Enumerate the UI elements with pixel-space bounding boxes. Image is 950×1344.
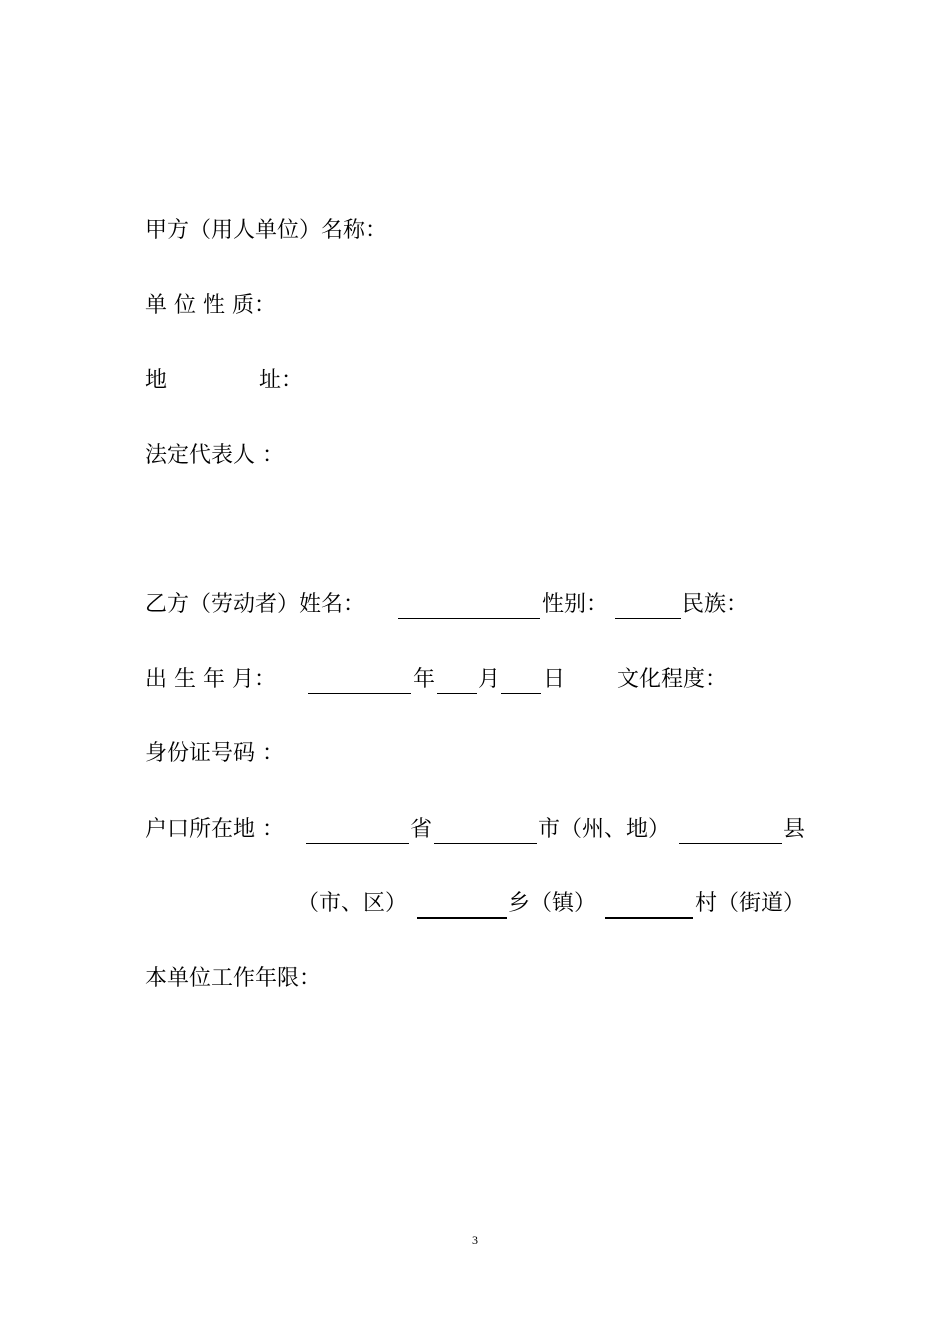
legal-rep-label: 法定代表人 ：	[145, 443, 284, 468]
city-label: 市（州、地）	[538, 817, 671, 842]
tenure-label: 本单位工作年限：	[145, 966, 322, 991]
village-label: 村（街道）	[695, 891, 806, 916]
id-label: 身份证号码 ：	[145, 741, 284, 766]
gender-blank[interactable]	[615, 618, 681, 619]
birth-label: 出 生 年 月：	[145, 667, 276, 692]
party-a-name-label: 甲方（用人单位）名称：	[145, 218, 388, 243]
village-blank[interactable]	[605, 917, 693, 919]
province-label: 省	[410, 817, 433, 842]
city-blank[interactable]	[434, 843, 537, 844]
township-blank[interactable]	[417, 917, 507, 919]
province-blank[interactable]	[306, 843, 409, 844]
birth-day-blank[interactable]	[501, 693, 541, 694]
month-label: 月	[478, 667, 501, 692]
birth-month-blank[interactable]	[437, 693, 477, 694]
township-label: 乡（镇）	[508, 891, 597, 916]
hukou-label: 户口所在地 ：	[145, 817, 284, 842]
gender-label: 性别：	[542, 592, 609, 617]
district-label: （市、区）	[297, 891, 408, 916]
name-blank[interactable]	[398, 618, 540, 619]
year-label: 年	[413, 667, 436, 692]
address-label-1: 地	[145, 368, 168, 393]
education-label: 文化程度：	[617, 667, 728, 692]
county-label: 县	[783, 817, 806, 842]
page-number: 3	[472, 1233, 478, 1247]
party-b-name-label: 乙方（劳动者）姓名：	[145, 592, 366, 617]
day-label: 日	[543, 667, 566, 692]
ethnicity-label: 民族：	[682, 592, 749, 617]
address-label-2: 址：	[259, 368, 304, 393]
unit-nature-label: 单 位 性 质：	[145, 293, 276, 318]
birth-year-blank[interactable]	[308, 693, 411, 694]
county-blank[interactable]	[679, 843, 782, 844]
